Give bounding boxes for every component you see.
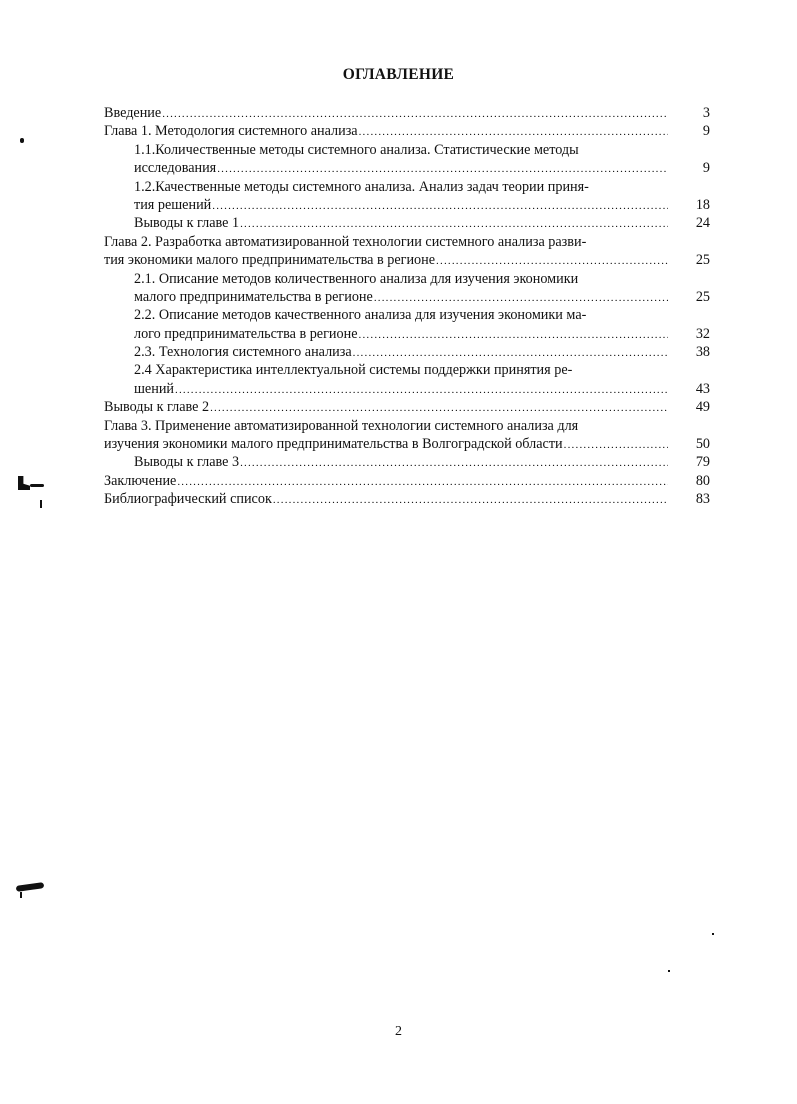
scan-speck — [16, 882, 45, 892]
toc-entry — [104, 472, 710, 490]
leader-dots — [564, 436, 668, 453]
toc-entry-row — [134, 214, 710, 232]
toc-entry-text: лого предпринимательства в регионе — [134, 325, 358, 342]
toc-entry-row — [134, 288, 710, 306]
toc-entry-text: 2.2. Описание методов качественного анализа для изучения экономики ма- — [134, 307, 587, 324]
page-title: ОГЛАВЛЕНИЕ — [342, 66, 455, 83]
toc-entry-row — [104, 398, 710, 416]
toc-entry — [104, 417, 710, 454]
scan-speck — [40, 500, 42, 508]
toc-entry-row — [134, 380, 710, 398]
toc-entry-text: Введение — [104, 105, 162, 121]
scan-speck — [30, 484, 44, 487]
toc-entry-text: малого предпринимательства в регионе — [134, 288, 373, 305]
toc-entry-row — [104, 251, 710, 269]
toc-entry-text: Выводы к главе 1 — [134, 215, 240, 232]
toc-entry-row — [104, 435, 710, 453]
toc-entry — [104, 306, 710, 343]
toc-entry — [104, 141, 710, 178]
scan-speck — [668, 970, 670, 972]
leader-dots — [212, 197, 668, 214]
toc-entry — [104, 361, 710, 398]
toc-entry — [104, 343, 710, 361]
toc-entry-text: Библиографический список — [104, 491, 272, 508]
toc-entry-text: 2.3. Технология системного анализа — [134, 344, 352, 361]
leader-dots — [436, 252, 668, 269]
leader-dots — [210, 399, 668, 416]
toc-page-number: 32 — [695, 325, 710, 342]
toc-entry — [104, 398, 710, 416]
toc-entry-text: 2.4 Характеристика интеллектуальной системы поддержки принятия ре- — [134, 362, 573, 379]
scan-speck — [712, 933, 714, 935]
toc-entry-text: 1.2.Качественные методы системного анализа. Анализ задач теории приня- — [134, 178, 589, 195]
toc-entry-text: 2.1. Описание методов количественного анализа для изучения экономики — [134, 270, 579, 287]
toc-page-number: 79 — [695, 454, 710, 471]
leader-dots — [359, 326, 668, 343]
leader-dots — [240, 454, 668, 471]
toc-entry-row — [104, 472, 710, 490]
toc-entry — [104, 214, 710, 232]
scan-speck — [20, 138, 24, 143]
toc-entry-text: тия экономики малого предпринимательства в регионе — [104, 252, 436, 269]
toc-entry-text: тия решений — [134, 196, 212, 213]
toc-entry-row — [134, 159, 710, 177]
scan-speck — [18, 476, 30, 490]
toc-entry-text: исследования — [134, 160, 217, 177]
toc-entry — [104, 104, 710, 122]
leader-dots — [177, 473, 668, 490]
leader-dots — [359, 123, 668, 140]
toc-entry-row — [104, 104, 710, 122]
toc-entry — [104, 233, 710, 270]
toc-entry-row — [134, 196, 710, 214]
toc-page-number: 9 — [702, 160, 710, 177]
toc-page-number: 38 — [695, 344, 710, 361]
table-of-contents — [104, 104, 710, 509]
toc-entry-text: изучения экономики малого предпринимательства в Волгоградской области — [104, 436, 563, 453]
toc-entry-text: Выводы к главе 3 — [134, 454, 240, 471]
toc-entry-row — [134, 343, 710, 361]
leader-dots — [162, 105, 668, 122]
toc-page-number: 49 — [695, 399, 710, 416]
toc-page-number: 50 — [695, 436, 710, 453]
toc-entry-row — [104, 490, 710, 508]
toc-entry-text: Глава 1. Методология системного анализа — [104, 123, 358, 140]
toc-entry — [104, 270, 710, 307]
page-number: 2 — [395, 1024, 402, 1039]
toc-entry-text: Глава 3. Применение автоматизированной технологии системного анализа для — [104, 417, 579, 434]
toc-entry — [104, 122, 710, 140]
toc-entry-text: Выводы к главе 2 — [104, 399, 210, 416]
toc-page-number: 24 — [695, 215, 710, 232]
leader-dots — [240, 215, 668, 232]
toc-entry-text: Заключение — [104, 472, 177, 489]
toc-entry-row — [134, 453, 710, 471]
toc-page-number: 3 — [702, 105, 710, 121]
toc-entry — [104, 453, 710, 471]
leader-dots — [374, 289, 668, 306]
toc-page-number: 18 — [695, 196, 710, 213]
toc-entry-row — [134, 325, 710, 343]
toc-page-number: 25 — [695, 288, 710, 305]
toc-page-number: 80 — [695, 472, 710, 489]
scan-speck — [20, 892, 22, 898]
toc-entry-text: шений — [134, 380, 174, 397]
toc-entry-text: 1.1.Количественные методы системного анализа. Статистические методы — [134, 141, 579, 158]
leader-dots — [273, 491, 668, 508]
leader-dots — [175, 381, 668, 398]
leader-dots — [217, 160, 668, 177]
toc-page-number: 43 — [695, 380, 710, 397]
toc-page-number: 9 — [702, 123, 710, 140]
leader-dots — [353, 344, 668, 361]
toc-entry — [104, 490, 710, 508]
toc-page-number: 83 — [695, 491, 710, 508]
toc-entry-row — [104, 122, 710, 140]
toc-page-number: 25 — [695, 252, 710, 269]
toc-entry-text: Глава 2. Разработка автоматизированной технологии системного анализа разви- — [104, 233, 587, 250]
toc-entry — [104, 178, 710, 215]
